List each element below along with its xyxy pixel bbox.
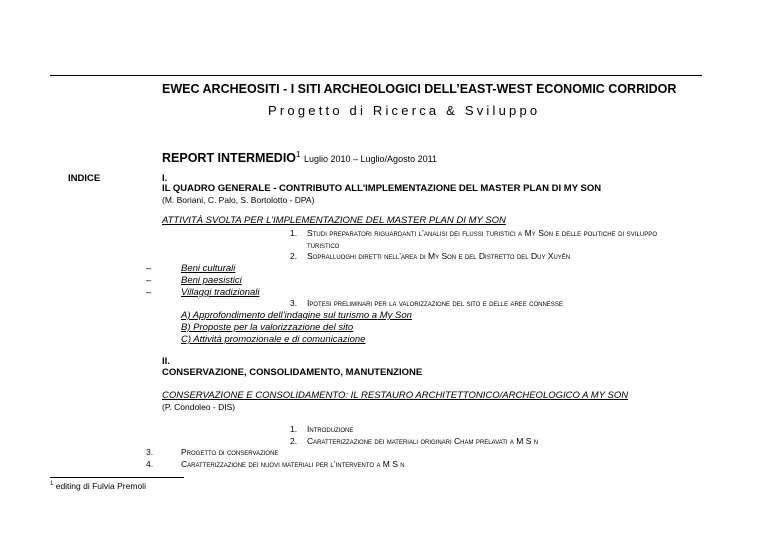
section-1-subheading: ATTIVITÀ SVOLTA PER L’IMPLEMENTAZIONE DEL MASTER PLAN DI MY SON bbox=[162, 215, 506, 226]
section-1-item-1-number: 1. bbox=[290, 228, 298, 238]
footnote-marker: 1 bbox=[50, 481, 54, 488]
section-2-item-4-number: 4. bbox=[146, 459, 154, 469]
report-title: REPORT INTERMEDIO bbox=[162, 151, 297, 166]
document-title: EWEC ARCHEOSITI - I SITI ARCHEOLOGICI DELL’EAST-WEST ECONOMIC CORRIDOR bbox=[162, 82, 677, 96]
section-2-item-2-number: 2. bbox=[290, 436, 298, 446]
bullet-marker: – bbox=[146, 275, 152, 286]
section-1-heading: IL QUADRO GENERALE - CONTRIBUTO ALL'IMPLEMENTAZIONE DEL MASTER PLAN DI MY SON bbox=[162, 183, 602, 194]
bullet-marker: – bbox=[146, 287, 152, 298]
report-heading bbox=[162, 150, 437, 165]
section-1-sub-c: C) Attività promozionale e di comunicazione bbox=[181, 334, 366, 345]
section-2-subheading: CONSERVAZIONE E CONSOLIDAMENTO: IL RESTAURO ARCHITETTONICO/ARCHEOLOGICO A MY SON bbox=[162, 390, 629, 401]
bullet-item: Villaggi tradizionali bbox=[181, 287, 260, 298]
section-1-item-1: Studi preparatori riguardanti l’analisi dei flussi turistici a My Son e delle politiche di sviluppo bbox=[307, 228, 658, 238]
section-2-heading: CONSERVAZIONE, CONSOLIDAMENTO, MANUTENZIONE bbox=[162, 367, 423, 378]
document-subtitle: Progetto di Ricerca & Sviluppo bbox=[268, 103, 541, 118]
section-1-item-3: Ipotesi preliminari per la valorizzazione del sito e delle aree connesse bbox=[307, 298, 563, 308]
section-2-item-3-number: 3. bbox=[146, 447, 154, 457]
index-label: INDICE bbox=[68, 173, 101, 184]
section-2-authors: (P. Condoleo - DIS) bbox=[162, 402, 236, 412]
section-1-sub-a: A) Approfondimento dell’indagine sul turismo a My Son bbox=[181, 310, 412, 321]
section-2-item-1: Introduzione bbox=[307, 424, 354, 434]
section-1-sub-b: B) Proposte per la valorizzazione del sito bbox=[181, 322, 354, 333]
section-1-number: I. bbox=[162, 173, 168, 184]
footnote-rule bbox=[50, 477, 184, 478]
bullet-item: Beni paesistici bbox=[181, 275, 242, 286]
section-1-item-3-number: 3. bbox=[290, 298, 298, 308]
section-1-item-2-number: 2. bbox=[290, 251, 298, 261]
footnote-ref[interactable]: 1 bbox=[296, 150, 301, 159]
section-2-item-3: Progetto di conservazione bbox=[181, 447, 279, 457]
section-2-item-2: Caratterizzazione dei materiali originari Cham prelavati a M S n bbox=[307, 436, 539, 446]
footnote bbox=[50, 481, 146, 491]
section-2-item-1-number: 1. bbox=[290, 424, 298, 434]
section-1-item-1-cont: turistico bbox=[307, 240, 340, 250]
section-1-authors: (M. Boriani, C. Palo, S. Bortolotto - DPA) bbox=[162, 195, 315, 205]
section-2-number: II. bbox=[162, 356, 170, 367]
section-2-item-4: Caratterizzazione dei nuovi materiali per l’intervento a M S n bbox=[181, 459, 405, 469]
footnote-text: editing di Fulvia Premoli bbox=[55, 481, 146, 491]
section-1-item-2: Sopralluoghi diretti nell’area di My Son e del Distretto del Duy Xuyên bbox=[307, 251, 571, 261]
bullet-item: Beni culturali bbox=[181, 263, 236, 274]
bullet-marker: – bbox=[146, 263, 152, 274]
header-rule bbox=[50, 75, 702, 76]
report-date: Luglio 2010 – Luglio/Agosto 2011 bbox=[303, 154, 437, 165]
